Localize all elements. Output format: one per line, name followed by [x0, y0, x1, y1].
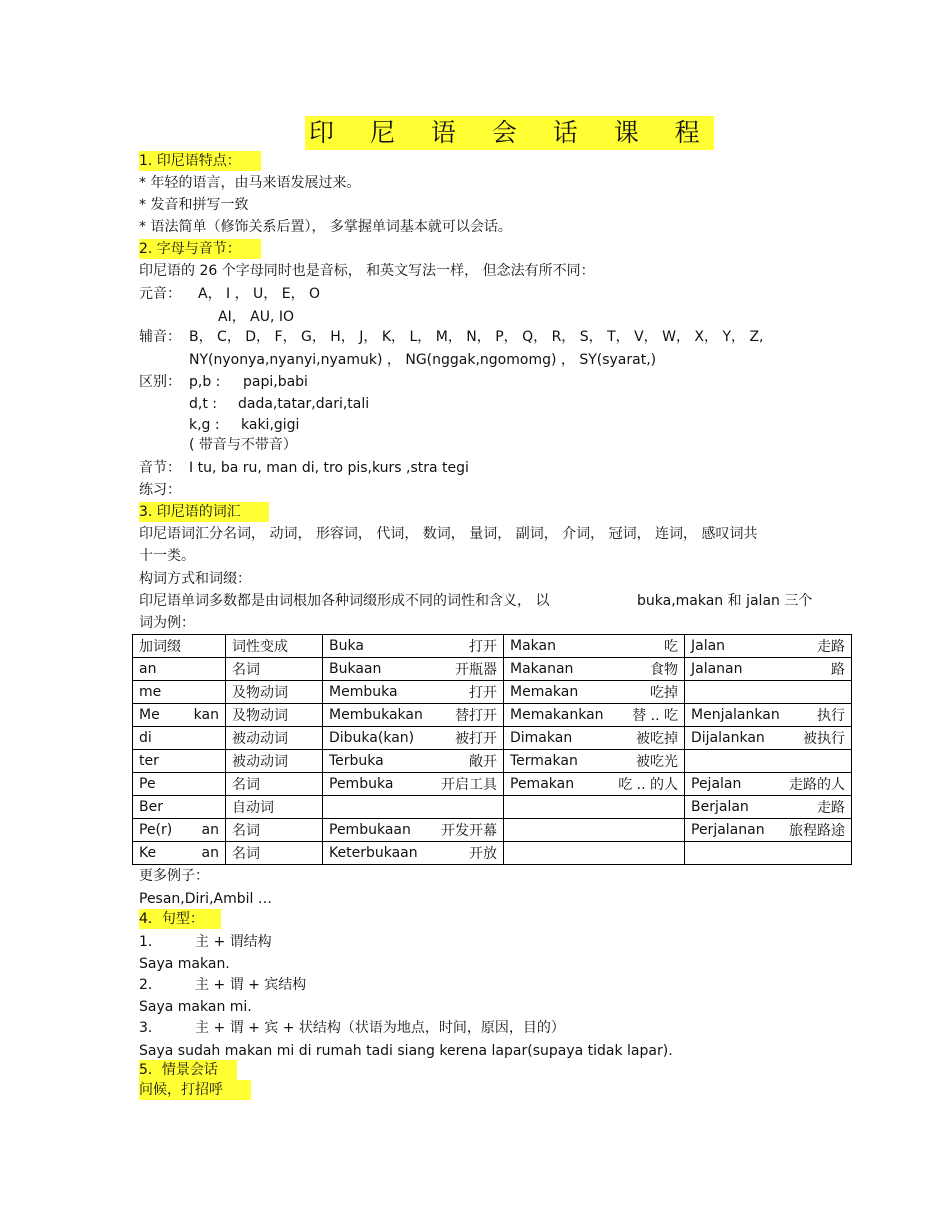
jalan-cell [685, 796, 852, 819]
makan-cell [504, 750, 685, 773]
buka-cell [323, 842, 504, 865]
affix-cell [133, 773, 226, 796]
vowel-label: 元音： [139, 286, 181, 302]
affix-part: ter [139, 753, 159, 769]
jalan-meaning: 走路 [817, 639, 845, 655]
jalan-cell [685, 727, 852, 750]
more-words: Pesan,Diri,Ambil … [139, 891, 272, 907]
affix-part: an [201, 845, 219, 861]
affix-table [132, 634, 852, 865]
jalan-cell [685, 842, 852, 865]
affix-part: Ber [139, 799, 163, 815]
jalan-word: Jalan [691, 638, 726, 654]
makan-cell [504, 681, 685, 704]
buka-word: Keterbukaan [329, 845, 418, 861]
syllables: I tu, ba ru, man di, tro pis,kurs ,stra tegi [189, 460, 469, 476]
pos-cell: 及物动词 [226, 681, 323, 704]
buka-cell [323, 796, 504, 819]
affix-cell [133, 681, 226, 704]
jalan-meaning: 旅程路途 [789, 823, 845, 839]
buka-word: Membuka [329, 684, 398, 700]
diff-note: ( 带音与不带音） [189, 437, 297, 453]
affix-cell [133, 819, 226, 842]
buka-word: Bukaan [329, 661, 382, 677]
pattern-2-desc: 主 + 谓 + 宾结构 [195, 977, 307, 993]
buka-cell [323, 635, 504, 658]
buka-meaning: 被打开 [455, 731, 497, 747]
affix-part: me [139, 684, 162, 700]
jalan-word: Perjalanan [691, 822, 765, 838]
jalan-cell [685, 704, 852, 727]
table-row [133, 727, 852, 750]
makan-cell [504, 819, 685, 842]
affix-part: an [201, 822, 219, 838]
buka-cell [323, 727, 504, 750]
page-title: 印 尼 语 会 话 课 程 [305, 116, 714, 150]
affix-cell [133, 750, 226, 773]
affix-part: Me [139, 707, 160, 723]
pattern-2-num: 2． [139, 977, 162, 993]
buka-meaning: 开启工具 [441, 777, 497, 793]
buka-cell [323, 704, 504, 727]
s3-line-3: 构词方式和词缀： [139, 571, 251, 587]
buka-word: Pembukaan [329, 822, 411, 838]
diphthongs: AI， AU, IO [218, 309, 295, 325]
diff-pair-2: d,t : [189, 396, 217, 412]
makan-meaning: 吃 [664, 639, 678, 655]
pos-cell: 名词 [226, 773, 323, 796]
buka-meaning: 开瓶器 [455, 662, 497, 678]
diff-words-2: dada,tatar,dari,tali [238, 396, 370, 412]
buka-word: Terbuka [329, 753, 384, 769]
buka-meaning: 敞开 [469, 754, 497, 770]
makan-meaning: 吃掉 [650, 685, 678, 701]
jalan-meaning: 走路的人 [789, 777, 845, 793]
makan-word: Memakankan [510, 707, 604, 723]
jalan-cell [685, 819, 852, 842]
jalan-cell [685, 681, 852, 704]
s3-line-4b: buka,makan 和 jalan 三个 [637, 593, 813, 609]
makan-word: Pemakan [510, 776, 575, 792]
makan-cell [504, 727, 685, 750]
pattern-1-desc: 主 + 谓结构 [195, 934, 272, 950]
makan-cell [504, 704, 685, 727]
pos-cell: 自动词 [226, 796, 323, 819]
pos-cell: 被动动词 [226, 727, 323, 750]
buka-cell [323, 750, 504, 773]
pos-cell: 词性变成 [226, 635, 323, 658]
s3-line-5: 词为例： [139, 615, 195, 631]
buka-cell [323, 773, 504, 796]
table-row [133, 750, 852, 773]
pattern-1-example: Saya makan. [139, 956, 230, 972]
table-row [133, 842, 852, 865]
diff-words-3: kaki,gigi [241, 417, 300, 433]
s1-line-2: * 发音和拼写一致 [139, 197, 249, 213]
makan-cell [504, 773, 685, 796]
s2-intro: 印尼语的 26 个字母同时也是音标， 和英文写法一样， 但念法有所不同： [139, 263, 595, 279]
table-row [133, 704, 852, 727]
jalan-word: Pejalan [691, 776, 742, 792]
buka-word: Buka [329, 638, 364, 654]
pos-cell: 名词 [226, 658, 323, 681]
table-row [133, 796, 852, 819]
more-label: 更多例子： [139, 868, 209, 884]
makan-cell [504, 796, 685, 819]
pos-cell: 被动动词 [226, 750, 323, 773]
jalan-word: Jalanan [691, 661, 743, 677]
affix-part: 加词缀 [139, 639, 181, 655]
jalan-cell [685, 750, 852, 773]
consonants: B， C， D， F， G， H， J， K， L， M， N， P， Q， R， S， T， V， W， X， Y， Z, [189, 329, 764, 345]
section-4-heading: 4．句型： [139, 909, 221, 929]
affix-part: Pe(r) [139, 822, 173, 838]
s1-line-1: * 年轻的语言，由马来语发展过来。 [139, 175, 361, 191]
buka-word: Pembuka [329, 776, 394, 792]
jalan-cell [685, 635, 852, 658]
section-5-heading: 5．情景会话 [139, 1060, 237, 1080]
buka-meaning: 替打开 [455, 708, 497, 724]
affix-cell [133, 727, 226, 750]
jalan-meaning: 路 [831, 662, 845, 678]
practice-label: 练习： [139, 482, 181, 498]
section-1-heading: 1. 印尼语特点： [139, 151, 261, 171]
jalan-meaning: 被执行 [803, 731, 845, 747]
pattern-1-num: 1． [139, 934, 162, 950]
makan-meaning: 吃 .. 的人 [618, 777, 678, 793]
buka-cell [323, 819, 504, 842]
jalan-word: Berjalan [691, 799, 749, 815]
consonants-digraphs: NY(nyonya,nyanyi,nyamuk) ， NG(nggak,ngomomg) ， SY(syarat,) [189, 352, 657, 368]
affix-part: Pe [139, 776, 156, 792]
makan-word: Memakan [510, 684, 579, 700]
makan-meaning: 食物 [650, 662, 678, 678]
vowels: A， I ， U， E， O [198, 286, 321, 302]
s3-line-2: 十一类。 [139, 548, 195, 564]
table-row [133, 635, 852, 658]
s3-line-4a: 印尼语单词多数都是由词根加各种词缀形成不同的词性和含义， 以 [139, 593, 550, 609]
buka-cell [323, 681, 504, 704]
jalan-meaning: 执行 [817, 708, 845, 724]
table-row [133, 819, 852, 842]
makan-cell [504, 658, 685, 681]
pattern-3-desc: 主 + 谓 + 宾 + 状结构（状语为地点，时间，原因，目的） [195, 1020, 565, 1036]
jalan-word: Dijalankan [691, 730, 765, 746]
buka-meaning: 开放 [469, 846, 497, 862]
affix-part: kan [193, 707, 219, 723]
section-3-heading: 3. 印尼语的词汇 [139, 502, 269, 522]
makan-word: Makan [510, 638, 556, 654]
s3-line-1: 印尼语词汇分名词， 动词， 形容词， 代词， 数词， 量词， 副词， 介词， 冠词， 连词， 感叹词共 [139, 526, 758, 542]
makan-cell [504, 635, 685, 658]
diff-words-1: papi,babi [243, 374, 308, 390]
jalan-word: Menjalankan [691, 707, 780, 723]
makan-word: Dimakan [510, 730, 573, 746]
diff-pair-3: k,g : [189, 417, 220, 433]
affix-cell [133, 842, 226, 865]
buka-meaning: 打开 [469, 685, 497, 701]
affix-cell [133, 704, 226, 727]
affix-table-body [133, 635, 852, 865]
diff-pair-1: p,b : [189, 374, 221, 390]
affix-cell [133, 796, 226, 819]
affix-cell [133, 635, 226, 658]
buka-meaning: 开发开幕 [441, 823, 497, 839]
makan-meaning: 被吃光 [636, 754, 678, 770]
jalan-cell [685, 773, 852, 796]
pattern-3-num: 3． [139, 1020, 162, 1036]
section-2-heading: 2. 字母与音节： [139, 239, 261, 259]
buka-word: Dibuka(kan) [329, 730, 415, 746]
jalan-meaning: 走路 [817, 800, 845, 816]
section-5-subheading: 问候，打招呼 [139, 1080, 251, 1100]
buka-meaning: 打开 [469, 639, 497, 655]
makan-meaning: 被吃掉 [636, 731, 678, 747]
buka-word: Membukakan [329, 707, 423, 723]
makan-word: Makanan [510, 661, 574, 677]
consonant-label: 辅音： [139, 329, 181, 345]
affix-part: Ke [139, 845, 157, 861]
syllable-label: 音节： [139, 460, 181, 476]
table-row [133, 681, 852, 704]
jalan-cell [685, 658, 852, 681]
affix-part: di [139, 730, 152, 746]
pattern-3-example: Saya sudah makan mi di rumah tadi siang kerena lapar(supaya tidak lapar). [139, 1043, 673, 1059]
buka-cell [323, 658, 504, 681]
makan-word: Termakan [510, 753, 578, 769]
pos-cell: 及物动词 [226, 704, 323, 727]
affix-part: an [139, 661, 157, 677]
pattern-2-example: Saya makan mi. [139, 999, 252, 1015]
affix-cell [133, 658, 226, 681]
s1-line-3: * 语法简单（修饰关系后置）， 多掌握单词基本就可以会话。 [139, 219, 512, 235]
pos-cell: 名词 [226, 819, 323, 842]
makan-cell [504, 842, 685, 865]
makan-meaning: 替 .. 吃 [632, 708, 678, 724]
diff-label: 区别： [139, 374, 181, 390]
pos-cell: 名词 [226, 842, 323, 865]
table-row [133, 773, 852, 796]
table-row [133, 658, 852, 681]
